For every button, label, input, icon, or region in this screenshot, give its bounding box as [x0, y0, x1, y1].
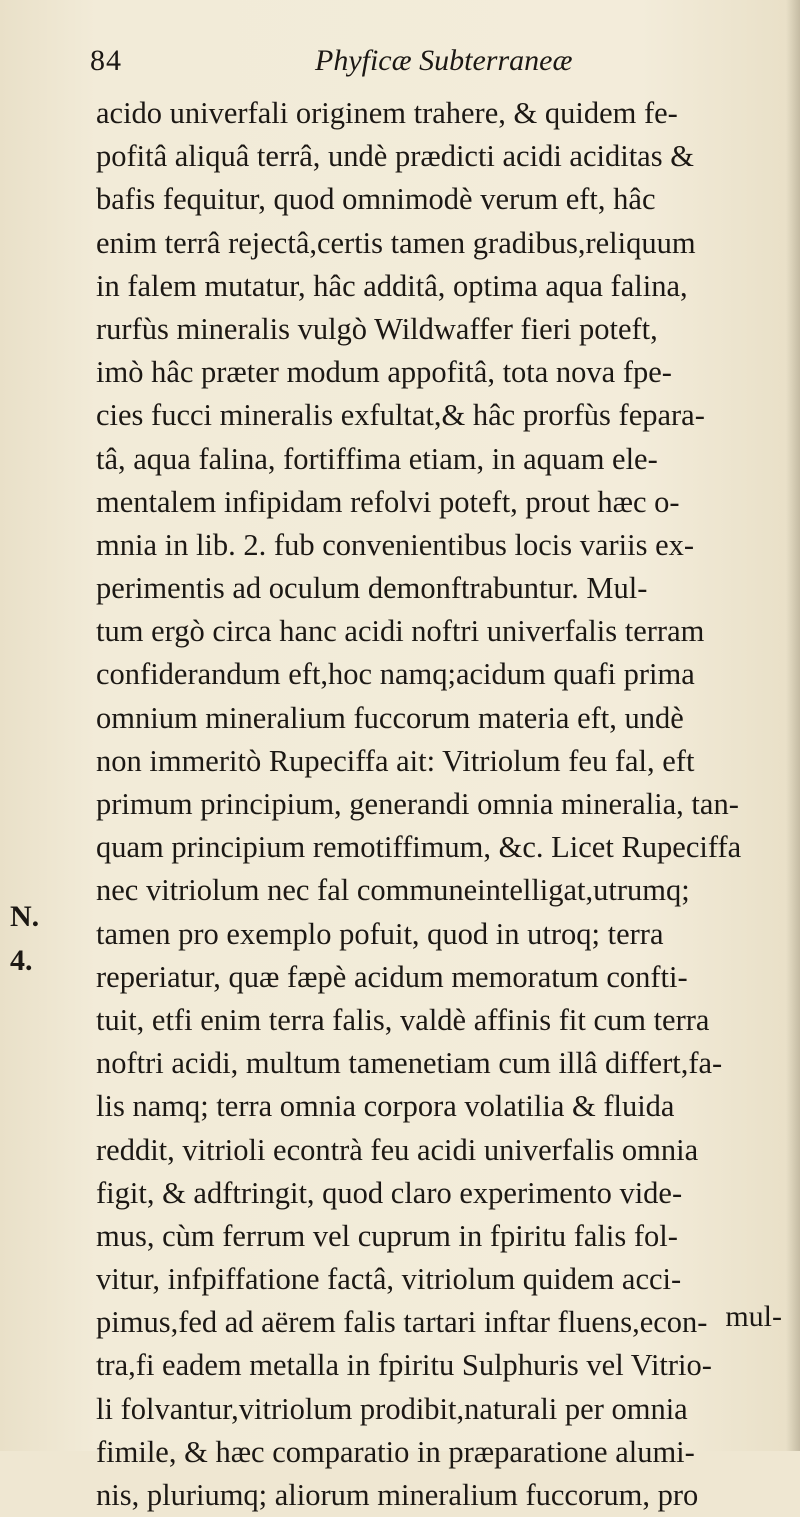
text-line-29: pimus,fed ad aërem falis tartari inftar fluens,econ-: [96, 1305, 708, 1340]
text-line-20: tamen pro exemplo pofuit, quod in utroq; terra: [96, 916, 664, 951]
page-number: 84: [90, 44, 122, 77]
text-line-25: reddit, vitrioli econtrà feu acidi univerfalis omnia: [96, 1132, 699, 1167]
text-line-22: tuit, etfi enim terra falis, valdè affinis fit cum terra: [96, 1002, 710, 1037]
text-line-31: li folvantur,vitriolum prodibit,naturali per omnia: [96, 1391, 688, 1426]
text-line-10: mentalem infipidam refolvi poteft, prout hæc o-: [96, 484, 680, 519]
body-text: [96, 92, 796, 1517]
text-line-14: confiderandum eft,hoc namq;acidum quafi prima: [96, 657, 695, 692]
page-header: [90, 44, 740, 84]
running-head: Phyficæ Subterraneæ: [315, 44, 573, 77]
text-line-30: tra,fi eadem metalla in fpiritu Sulphuris vel Vitrio-: [96, 1348, 712, 1383]
text-line-23: noftri acidi, multum tamenetiam cum illâ differt,fa-: [96, 1046, 723, 1081]
text-line-4: enim terrâ rejectâ,certis tamen gradibus,reliquum: [96, 225, 696, 260]
text-line-18: quam principium remotiffimum, &c. Licet Rupeciffa: [96, 830, 742, 865]
catchword: mul-: [725, 1300, 782, 1333]
text-line-1: acido univerfali originem trahere, & quidem fe-: [96, 96, 678, 130]
text-line-7: imò hâc præter modum appofitâ, tota nova fpe-: [96, 355, 672, 390]
margin-note-number: 4.: [10, 944, 33, 977]
text-line-15: omnium mineralium fuccorum materia eft, undè: [96, 700, 684, 735]
text-line-28: vitur, infpiffatione factâ, vitriolum quidem acci-: [96, 1262, 682, 1297]
margin-note-n: N.: [10, 900, 40, 933]
text-line-13: tum ergò circa hanc acidi noftri univerfalis terram: [96, 614, 705, 649]
text-line-17: primum principium, generandi omnia mineralia, tan-: [96, 787, 739, 821]
text-line-32: fimile, & hæc comparatio in præparatione alumi-: [96, 1434, 695, 1469]
text-line-6: rurfùs mineralis vulgò Wildwaffer fieri poteft,: [96, 311, 658, 346]
text-line-8: cies fucci mineralis exfultat,& hâc prorfùs fepara-: [96, 398, 705, 433]
text-line-9: tâ, aqua falina, fortiffima etiam, in aquam ele-: [96, 441, 658, 476]
text-line-19: nec vitriolum nec fal communeintelligat,utrumq;: [96, 873, 690, 908]
text-line-33: nis, pluriumq; aliorum mineralium fuccorum, pro: [96, 1478, 699, 1512]
text-line-21: reperiatur, quæ fæpè acidum memoratum confti-: [96, 959, 688, 994]
text-line-5: in falem mutatur, hâc additâ, optima aqua falina,: [96, 268, 688, 303]
text-line-27: mus, cùm ferrum vel cuprum in fpiritu falis fol-: [96, 1218, 678, 1253]
text-line-12: perimentis ad oculum demonftrabuntur. Mul-: [96, 571, 648, 606]
text-line-24: lis namq; terra omnia corpora volatilia & fluida: [96, 1089, 675, 1124]
text-line-16: non immeritò Rupeciffa ait: Vitriolum feu fal, eft: [96, 743, 695, 778]
text-line-26: figit, & adftringit, quod claro experimento vide-: [96, 1175, 683, 1210]
text-line-3: bafis fequitur, quod omnimodè verum eft, hâc: [96, 182, 656, 217]
text-line-2: pofitâ aliquâ terrâ, undè prædicti acidi aciditas &: [96, 139, 694, 174]
text-line-11: mnia in lib. 2. fub convenientibus locis variis ex-: [96, 527, 695, 562]
